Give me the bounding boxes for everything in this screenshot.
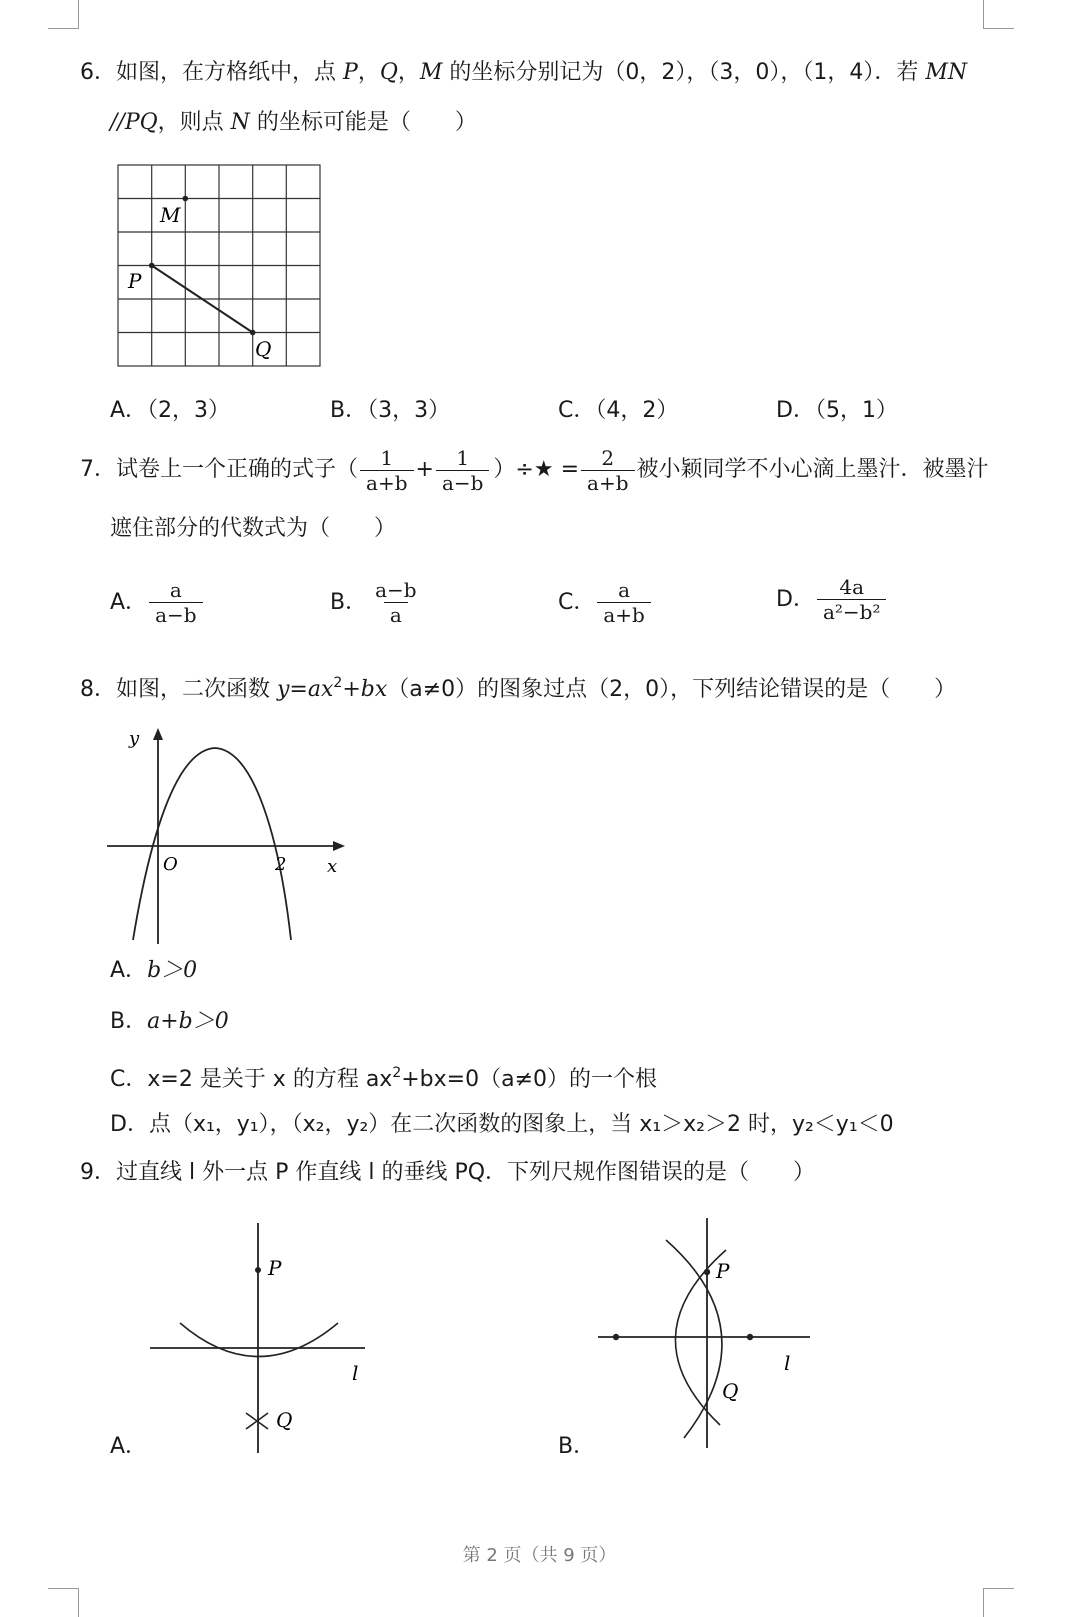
q7-frac3: $\frac{2}{a+b}$ (581, 446, 634, 495)
q7-line2: 遮住部分的代数式为（ ） (110, 516, 397, 541)
q8-option-b: B．a+b＞0 (110, 1009, 229, 1034)
q8-option-a: A．b＞0 (110, 958, 198, 983)
q6-number: 6． (80, 60, 116, 85)
q8-stem: 8．如图，二次函数 $y=ax^2+bx(a\ne 0)$的图象过点（2，0），下列结论错误的是（ ） (80, 675, 957, 702)
point-right (747, 1334, 753, 1340)
label-m: M (160, 203, 181, 227)
q7-option-c: C． $\frac{a}{a+b}$ (558, 578, 653, 627)
point-m (183, 196, 189, 202)
root-label: 2 (275, 854, 287, 875)
q7-line1: 7． 试卷上一个正确的式子（ $\frac{1}{a+b}$ + $\frac{1}{a-b}$ ）÷★ = $\frac{2}{a+b}$ 被小颖同学不小心滴上墨汁．被墨汁 (80, 445, 989, 495)
label-l: l (352, 1361, 359, 1385)
q6-grid-lines (118, 165, 320, 366)
q9-number: 9． (80, 1160, 116, 1185)
arc-intersecting-l (180, 1323, 338, 1357)
point-p (149, 263, 155, 269)
page-footer: 第 2 页（共 9 页） (462, 1545, 617, 1566)
q8-parabola-graph (105, 722, 355, 947)
corner-mark-bottom-right (983, 1588, 1014, 1617)
point-p (255, 1267, 261, 1273)
q6-grid-figure (110, 160, 330, 375)
label-q: Q (255, 337, 272, 361)
q9-option-b-label: B． (558, 1434, 596, 1459)
q7-number: 7． (80, 457, 116, 482)
q7-option-b: B． $\frac{a-b}{a}$ (330, 578, 417, 627)
q8-option-c: C．x=2 是关于 x 的方程 $ax^2+bx=0(a\ne 0)$的一个根 (110, 1065, 658, 1092)
q6-option-c: C．（4，2） (558, 398, 679, 423)
label-q: Q (722, 1379, 739, 1403)
corner-mark-top-right (983, 0, 1014, 29)
q7-frac1: $\frac{1}{a+b}$ (360, 446, 413, 495)
point-q (250, 330, 256, 336)
label-l: l (784, 1351, 791, 1375)
label-p: P (716, 1259, 730, 1283)
label-p: P (268, 1256, 282, 1280)
y-axis-arrow (153, 728, 163, 740)
corner-mark-top-left (48, 0, 79, 29)
q6-option-d: D．（5，1） (776, 398, 898, 423)
q8-option-d: D．点（x₁，y₁），（x₂，y₂）在二次函数的图象上，当 x₁＞x₂＞2 时，y₂＜y₁＜0 (110, 1112, 894, 1137)
arc-left (666, 1240, 722, 1438)
q7-option-a: A． $\frac{a}{a-b}$ (110, 578, 205, 627)
q9-option-a-label: A． (110, 1434, 148, 1459)
point-p (704, 1269, 710, 1275)
q8-number: 8． (80, 677, 116, 702)
label-q: Q (276, 1408, 293, 1432)
q6-line2: //PQ，则点 N 的坐标可能是（ ） (110, 110, 477, 135)
q9-figure-b (588, 1210, 823, 1455)
label-p: P (128, 269, 142, 293)
corner-mark-bottom-left (48, 1588, 79, 1617)
parabola-curve (133, 748, 291, 940)
y-axis-label: y (129, 728, 140, 749)
q6-option-b: B．（3，3） (330, 398, 451, 423)
x-axis-arrow (333, 841, 345, 851)
q6-option-a: A．（2，3） (110, 398, 231, 423)
q7-option-d: D． $\frac{4a}{\text{a²−b²}}$ (776, 575, 888, 624)
point-left (613, 1334, 619, 1340)
q6-line1: 6．如图，在方格纸中，点 P，Q，M 的坐标分别记为（0，2），（3，0），（1，4）．若 MN (80, 60, 968, 85)
origin-label: O (163, 854, 178, 875)
q9-stem: 9．过直线 l 外一点 P 作直线 l 的垂线 PQ．下列尺规作图错误的是（ ） (80, 1160, 816, 1185)
x-axis-label: x (327, 856, 338, 877)
q9-figure-a (140, 1215, 380, 1460)
q7-frac2: $\frac{1}{a-b}$ (436, 446, 489, 495)
